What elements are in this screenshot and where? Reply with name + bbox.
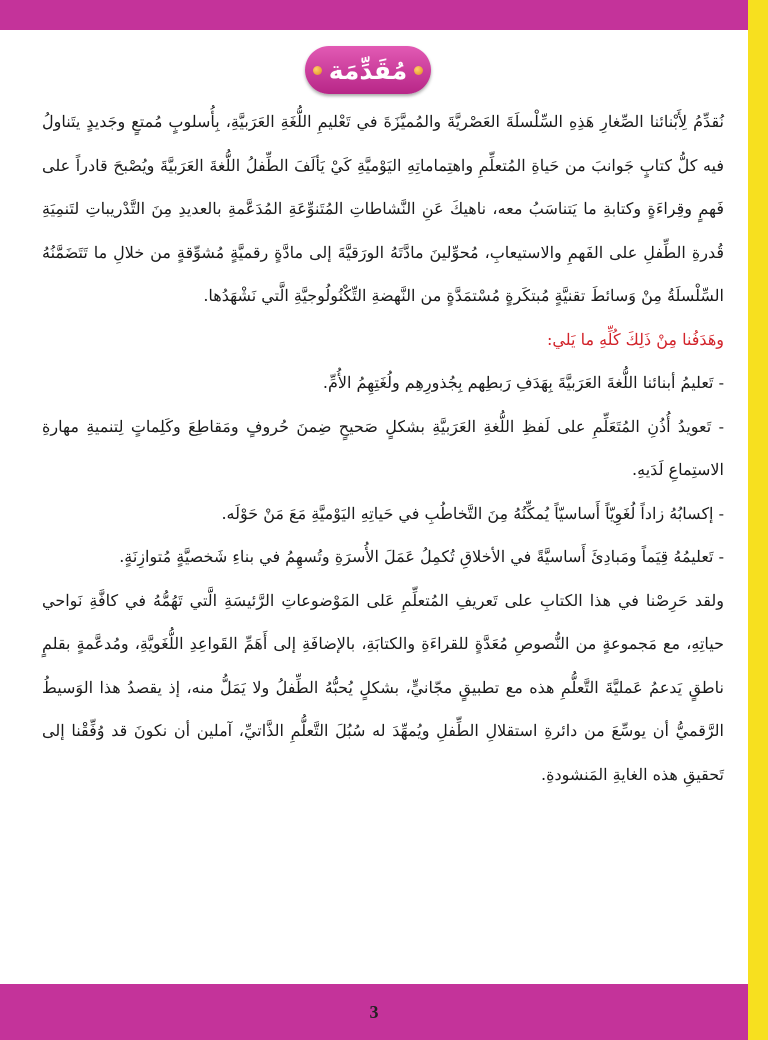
goal-item: - تَعليمُ أبنائنا اللُّغةَ العَرَبيَّةَ بِهَدَفِ رَبطِهم بِجُذورِهِم ولُغَتِهِمُ الأُمِّ. <box>322 373 724 392</box>
page-title: مُقَدِّمَة <box>328 55 408 85</box>
page-number: 3 <box>369 1001 379 1022</box>
goal-item: - تَعليمُهُ قِيَماً ومَبادِئَ أَساسيَّةً في الأخلاقِ تُكمِلُ عَمَلَ الأُسرَةِ وتُسهِمُ في بناءِ شَخصيَّةٍ مُتوازِنَةٍ. <box>119 547 724 566</box>
bottom-band <box>0 984 748 1040</box>
title-pill <box>305 46 431 94</box>
top-band <box>0 0 748 30</box>
goals-heading: وهَدَفُنا مِنْ ذَلِكَ كُلِّهِ ما يَلي: <box>547 329 724 349</box>
closing-paragraph: ولقد حَرِصْنا في هذا الكتابِ على تَعريفِ المُتعلِّمِ عَلى المَوْضوعاتِ الرَّئيسَةِ الَّتي تَهُمُّهُ في كافَّةِ نَواحي حياتِهِ، مع مَجموعةٍ من النُّصوصِ مُعَدَّةٍ للقراءَةِ والكتابَةِ، بالإضافَةِ إلى أَهَمِّ القَواعِدِ اللُّغَويَّةِ، ومُدعَّمةٍ بقلمٍ ناطقٍ يَدعمُ عَمليَّةَ التَّعلُّمِ هذه مع تطبيقٍ مجّانيٍّ، بشكلٍ يُحبُّهُ الطِّفلُ ولا يَمَلُّ منه، إذ يقصدُ هذا الوَسيطُ الرَّقميُّ أن يوسِّعَ من دائرةِ استقلالِ الطِّفلِ ويُمهِّدَ له سُبُلَ التَّعلُّمِ الذَّاتيِّ، آملين أن نكونَ قد وُفِّقْنا إلى تَحقيقِ هذه الغايةِ المَنشودةِ. <box>42 590 725 784</box>
decorative-dot-icon <box>313 66 322 75</box>
title-badge <box>305 46 431 94</box>
side-strip <box>748 0 768 1040</box>
main-text <box>42 100 724 796</box>
decorative-dot-icon <box>414 66 423 75</box>
goal-item: - إكسابُهُ زاداً لُغَوِيّاً أَساسيّاً يُمكِّنُهُ مِنَ التَّخاطُبِ في حَياتِهِ اليَوْميَّةِ مَعَ مَنْ حَوْلَه. <box>221 503 724 523</box>
intro-paragraph: نُقدِّمُ لِأَبْنائنا الصِّغارِ هَذِهِ السِّلْسلَةَ العَصْريَّةَ والمُميَّزَةَ في تَعْليمِ اللُّغَةِ العَرَبيَّةِ، بِأُسلوبٍ مُمتعٍ وجَديدٍ يتَناولُ فيه كلُّ كتابٍ جَوانبَ من حَياةِ المُتعلِّمِ واهتِماماتِهِ اليَوْميَّةِ كَيْ يَألَفَ الطِّفلُ اللُّغةَ العَرَبيَّةَ ويُصْبحَ قادراً على فَهمٍ وقِراءَةٍ وكتابةِ ما يَتناسَبُ معه، ناهيكَ عَنِ النَّشاطاتِ المُتَنوِّعَةِ المُدَعَّمةِ بالعديدِ مِنَ التَّدْريباتِ لتَنمِيَةِ قُدرةِ الطِّفلِ على الفَهمِ والاستيعابِ، مُحوِّلينَ مادَّتَهُ الورَقيَّةَ إلى مادَّةٍ رقميَّةٍ مُشوِّقةٍ من خلالِ ما تَتَضَمَّنُهُ السِّلْسلَةُ مِنْ وَسائطَ تقنيَّةٍ مُبتكَرةٍ مُسْتمَدَّةٍ من النَّهضةِ التِّكْنُولُوجيَّةِ الَّتي نَشْهَدُها. <box>42 112 724 305</box>
goal-item: - تَعويدُ أُذُنِ المُتَعَلِّمِ على لَفظِ اللُّغةِ العَرَبيَّةِ بشكلٍ صَحيحٍ ضِمنَ حُروفٍ ومَقاطِعَ وكَلِماتٍ لِتنميةِ مهارةِ الاستِماعِ لَدَيهِ. <box>42 416 724 479</box>
